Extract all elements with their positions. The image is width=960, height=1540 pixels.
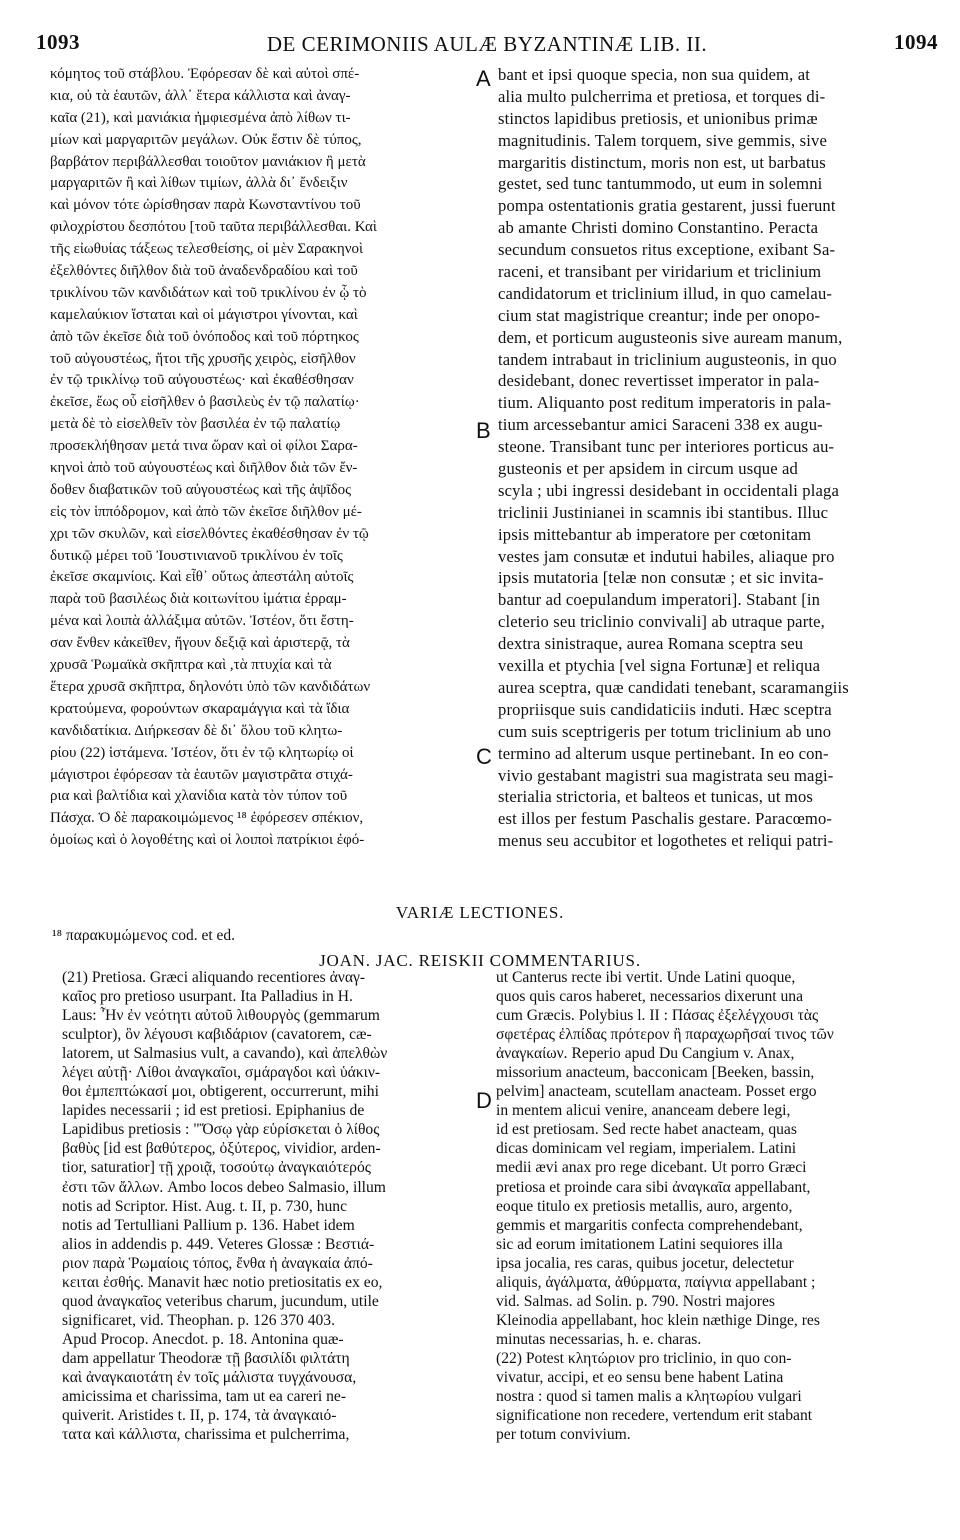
latin-text-line: stinctos lapidibus pretiosis, et unionibus primæ — [498, 108, 818, 128]
latin-translation-column — [498, 64, 928, 852]
greek-text-line: ρίου (22) ἱστάμενα. Ἰστέον, ὅτι ἐν τῷ κλητωρίῳ οἱ — [50, 744, 354, 761]
commentary-line: pelvim] anacteam, scutellam anacteam. Posset ergo — [496, 1083, 817, 1101]
commentary-line: (21) Pretiosa. Græci aliquando recentiores ἀναγ- — [62, 969, 366, 986]
latin-text-line: gusteonis et per apsidem in circum usque ad — [498, 459, 798, 479]
latin-text-line: margaritis distinctum, moris non est, ut barbatus — [498, 152, 826, 172]
greek-text-line: φιλοχρίστου δεσπότου [τοῦ ταῦτα περιβάλλεσθαι. Καὶ — [50, 219, 377, 236]
commentary-line: eoque titulo ex pretiosis metallis, auro, argento, — [496, 1197, 793, 1215]
commentary-line: medii ævi anax pro rege dicebant. Ut porro Græci — [496, 1159, 807, 1177]
latin-text-line: cum suis sceptrigeris per totum triclinium ab uno — [498, 721, 832, 741]
greek-text-line: εἰς τὸν ἱππόδρομον, καὶ ἀπὸ τῶν ἐκεῖσε διῆλθον μέ- — [50, 503, 362, 520]
commentary-line: in mentem alicui venire, ananceam debere legi, — [496, 1102, 791, 1120]
commentary-line: Kleinodia appellabant, hoc klein næthige Dinge, res — [496, 1311, 820, 1329]
greek-text-line: ὁμοίως καὶ ὁ λογοθέτης καὶ οἱ λοιποὶ πατρίκιοι ἐφό- — [50, 832, 365, 849]
greek-text-line: χρυσᾶ Ῥωμαϊκὰ σκῆπτρα καὶ ,τὰ πτυχία καὶ τὰ — [50, 657, 332, 674]
commentary-line: sic ad eorum imitationem Latini sequiores illa — [496, 1235, 783, 1253]
commentary-line: τατα καὶ κάλλιστα, charissima et pulcherrima, — [62, 1426, 350, 1444]
latin-text-line: desidebant, donec revertisset imperator in pala- — [498, 371, 820, 391]
latin-text-line: propriisque suis candidaticiis induti. Hæc sceptra — [498, 699, 832, 719]
greek-text-line: μένα καὶ λοιπὰ ἀλλάξιμα αὐτῶν. Ἰστέον, ὅτι ἔστη- — [50, 613, 354, 630]
commentary-line: ipsa jocalia, res caras, quibus jocetur, delectetur — [496, 1254, 794, 1272]
latin-text-line: cium stat magistrique creantur; inde per onopo- — [498, 305, 821, 325]
greek-text-line: ρια καὶ βαλτίδια καὶ χλανίδια κατὰ τὸν τύπον τοῦ — [50, 788, 348, 805]
section-marker-c: C — [476, 744, 492, 769]
variae-lectiones-heading: VARIÆ LECTIONES. — [395, 903, 565, 922]
greek-text-line: ἐκεῖσε σκαμνίοις. Καὶ εἶθ᾽ οὕτως ἀπεστάλη αὐτοῖς — [50, 569, 354, 586]
commentary-line: tior, saturatior] τῇ χροιᾷ, τοσούτῳ ἀναγκαιότερός — [62, 1159, 371, 1177]
commentary-line: pretiosa et proinde cara sibi ἀναγκαῖα appellabant, — [496, 1178, 811, 1196]
greek-text-line: ἕτερα χρυσᾶ σκῆπτρα, δηλονότι ὑπὸ τῶν κανδιδάτων — [50, 678, 371, 695]
greek-text-line: δοθεν διαβατικῶν τοῦ αὐγουστέως καὶ τῆς ἀψῖδος — [50, 481, 352, 498]
latin-text-line: pompa ostentationis gratia gestarent, jussi fuerunt — [498, 196, 836, 216]
commentary-line: significaret, vid. Theophan. p. 126 370 403. — [62, 1311, 335, 1329]
commentary-line: per totum convivium. — [496, 1426, 631, 1444]
commentary-line: minutas necessarias, h. e. charas. — [496, 1330, 702, 1348]
latin-text-line: magnitudinis. Talem torquem, sive gemmis, sive — [498, 130, 827, 150]
latin-text-line: raceni, et transibant per viridarium et triclinium — [498, 262, 822, 282]
commentary-line: Lapidibus pretiosis : "Ὅσῳ γὰρ εὑρίσκεται ὁ λίθος — [62, 1121, 380, 1139]
commentary-line: Laus: Ἦν ἐν νεότητι αὐτοῦ λιθουργὸς (gemmarum — [62, 1007, 380, 1025]
section-marker-b: B — [476, 418, 491, 443]
latin-text-line: vexilla et ptychia [vel signa Fortunæ] et reliqua — [498, 656, 821, 676]
latin-text-line: vivio gestabant magistri sua magistrata seu magi- — [498, 765, 834, 785]
greek-text-line: κανδιδατίκια. Διήρκεσαν δὲ δι᾽ ὅλου τοῦ κλητω- — [50, 722, 343, 739]
greek-text-line: Πάσχα. Ὁ δὲ παρακοιμώμενος ¹⁸ ἐφόρεσεν σπέκιον, — [50, 810, 364, 827]
greek-text-line: βαρβάτον περιβάλλεσθαι τοιοῦτον μανιάκιον ἢ μετὰ — [50, 153, 366, 170]
greek-text-line: τοῦ αὐγουστέως, ἤτοι τῆς χρυσῆς χειρὸς, εἰσῆλθον — [50, 350, 356, 367]
commentary-line: quod ἀναγκαῖος veteribus charum, jucundum, utile — [62, 1292, 379, 1310]
commentary-line: aliquis, ἀγάλματα, ἀθύρματα, παίγνια appellabant ; — [496, 1273, 816, 1291]
commentary-line: amicissima et charissima, tam ut ea careri ne- — [62, 1388, 347, 1406]
commentary-left-column — [62, 968, 468, 1444]
commentary-line: (22) Potest κλητώριον pro triclinio, in quo con- — [496, 1349, 792, 1367]
latin-text-line: bant et ipsi quoque specia, non sua quidem, at — [498, 65, 810, 84]
greek-text-line: ἀπὸ τῶν ἐκεῖσε διὰ τοῦ ὀνόποδος καὶ τοῦ πόρτηκος — [50, 328, 359, 345]
commentary-line: κειται ἐσθής. Manavit hæc notio pretiositatis ex eo, — [62, 1273, 383, 1291]
commentary-line: quiverit. Aristides t. II, p. 174, τὰ ἀναγκαιό- — [62, 1407, 337, 1425]
commentary-line: latorem, ut Salmasius vult, a cavando), καὶ ἀπελθὼν — [62, 1045, 388, 1063]
variant-reading-note: ¹⁸ παρακυμώμενος cod. et ed. — [52, 927, 236, 944]
commentary-right-column — [496, 968, 928, 1444]
commentary-line: nostra : quod si tamen malis a κλητωρίου vulgari — [496, 1388, 802, 1406]
commentary-line: id est pretiosam. Sed recte habet anacteam, quas — [496, 1121, 797, 1139]
greek-text-line: κόμητος τοῦ στάβλου. Ἐφόρεσαν δὲ καὶ αὐτοὶ σπέ- — [50, 66, 360, 82]
commentary-line: cum Græcis. Polybius l. II : Πάσας ἐξελέγχουσι τὰς — [496, 1007, 819, 1025]
latin-text-line: vestes jam consutæ et indutui habiles, aliaque pro — [498, 546, 835, 566]
commentary-line: missorium anacteum, bacconicam [Beeken, bassin, — [496, 1064, 815, 1082]
commentary-line: notis ad Scriptor. Hist. Aug. t. II, p. 730, hunc — [62, 1197, 348, 1215]
commentary-line: vivatur, accipi, et eo sensu bene habent Latina — [496, 1368, 784, 1386]
page-header — [36, 30, 938, 60]
section-marker-a: A — [476, 66, 491, 91]
greek-text-line: παρὰ τοῦ βασιλέως διὰ κοιτωνίτου ἱμάτια ἐρραμ- — [50, 591, 347, 608]
latin-text-line: secundum consuetos ritus exceptione, exibant Sa- — [498, 240, 836, 260]
latin-text-line: ipsis mittebantur ab imperatore per cœtonitam — [498, 524, 812, 544]
greek-text-column — [50, 64, 468, 852]
latin-text-line: menus seu accubitor et logothetes et reliqui patri- — [498, 831, 834, 851]
greek-text-line: ἐξελθόντες διῆλθον διὰ τοῦ ἀναδενδραδίου καὶ τοῦ — [50, 263, 358, 280]
latin-text-line: steone. Transibant tunc per interiores porticus au- — [498, 437, 835, 457]
commentary-line: Apud Procop. Anecdot. p. 18. Antonina quæ- — [62, 1330, 344, 1348]
latin-text-line: gestet, sed tunc tantummodo, ut eum in solemni — [498, 174, 823, 194]
commentary-line: σφετέρας ἐλπίδας πρότερον ἢ παραχωρῆσαί τινος τῶν — [496, 1026, 834, 1044]
greek-text-line: μίων καὶ μαργαριτῶν μεγάλων. Οὐκ ἔστιν δὲ τύπος, — [50, 131, 362, 148]
greek-text-line: μάγιστροι ἐφόρεσαν τὰ ἑαυτῶν μαγιστρᾶτα στιχά- — [50, 766, 353, 783]
greek-text-line: σαν ἔνθεν κἀκεῖθεν, ἤγουν δεξιᾷ καὶ ἀριστερᾷ, τὰ — [50, 635, 350, 652]
page-number-right: 1094 — [894, 30, 938, 54]
latin-text-line: sterialia strictoria, et balteos et tunicas, ut mos — [498, 787, 814, 807]
commentary-line: ριον παρὰ Ῥωμαίοις τόπος, ἔνθα ἡ ἀναγκαία ἀπό- — [62, 1254, 373, 1272]
greek-text-line: κρατούμενα, φορούντων σκαραμάγγια καὶ τὰ ἴδια — [50, 700, 350, 717]
greek-text-line: καμελαύκιον ἵσταται καὶ οἱ μάγιστροι γίνονται, καὶ — [50, 306, 358, 323]
commentary-line: ut Canterus recte ibi vertit. Unde Latini quoque, — [496, 969, 796, 986]
greek-text-line: δυτικῷ μέρει τοῦ Ἰουστινιανοῦ τρικλίνου ἐν τοῖς — [50, 547, 343, 564]
latin-text-line: est illos per festum Paschalis gestare. Paracœmo- — [498, 809, 833, 829]
greek-text-line: τρικλίνου τῶν κανδιδάτων καὶ τοῦ τρικλίνου ἐν ᾧ τὸ — [50, 284, 367, 301]
commentary-line: lapides necessarii ; id est pretiosi. Epiphanius de — [62, 1102, 365, 1120]
page-number-left: 1093 — [36, 30, 80, 54]
commentary-line: βαθὺς [id est βαθύτερος, ὀξύτερος, vividior, arden- — [62, 1140, 381, 1158]
latin-text-line: triclinii Justinianei in scamnis ibi stantibus. Illuc — [498, 502, 829, 522]
commentary-line: καῖος pro pretioso usurpant. Ita Palladius in H. — [62, 988, 353, 1006]
commentary-line: dam appellatur Theodoræ τῇ βασιλίδι φιλτάτη — [62, 1349, 350, 1367]
commentary-line: notis ad Tertulliani Pallium p. 136. Habet idem — [62, 1216, 355, 1234]
greek-text-line: καὶ μόνον τότε ὡρίσθησαν παρὰ Κωνσταντίνου τοῦ — [50, 197, 361, 214]
latin-text-line: termino ad alterum usque pertinebant. In eo con- — [498, 743, 829, 763]
commentary-line: καὶ ἀναγκαιοτάτη ἐν τοῖς μάλιστα τυγχάνουσα, — [62, 1368, 357, 1386]
greek-text-line: τῆς εἰωθυίας τάξεως τελεσθείσης, οἱ μὲν Σαρακηνοὶ — [50, 241, 364, 258]
greek-text-line: κηνοὶ ἀπὸ τοῦ αὐγουστέως καὶ διῆλθον διὰ τῶν ἔν- — [50, 460, 358, 477]
latin-text-line: ipsis mutatoria [telæ non consutæ ; et sic invita- — [498, 568, 824, 588]
commentary-heading: JOAN. JAC. REISKII COMMENTARIUS. — [319, 951, 641, 970]
greek-text-line: χρι τῶν σκυλῶν, καὶ εἰσελθόντες ἐκαθέσθησαν ἐν τῷ — [50, 525, 369, 542]
commentary-line: ἀναγκαίων. Reperio apud Du Cangium v. Anax, — [496, 1045, 795, 1063]
latin-text-line: dem, et porticum augusteonis sive auream manum, — [498, 327, 843, 347]
latin-text-line: alia multo pulcherrima et pretiosa, et torques di- — [498, 86, 826, 106]
commentary-line: dicas dominicam vel regiam, imperialem. Latini — [496, 1140, 797, 1158]
latin-text-line: scyla ; ubi ingressi desidebant in occidentali plaga — [498, 480, 839, 500]
greek-text-line: προσεκλήθησαν μετά τινα ὥραν καὶ οἱ φίλοι Σαρα- — [50, 438, 358, 455]
latin-text-line: tium arcessebantur amici Saraceni 338 ex augu- — [498, 415, 823, 435]
commentary-line: significatione non recedere, vertendum erit stabant — [496, 1407, 813, 1425]
greek-text-line: μαργαριτῶν ἢ καὶ λίθων τιμίων, ἀλλὰ δι᾽ ἔνδειξιν — [50, 175, 348, 192]
commentary-line: sculptor), ὃν λέγουσι καβιδάριον (cavatorem, cæ- — [62, 1026, 372, 1044]
commentary-line: θοι ἐμπεπτώκασί μοι, obtigerent, occurrerunt, mihi — [62, 1083, 379, 1101]
greek-text-line: ἐν τῷ τρικλίνῳ τοῦ αὐγουστέως· καὶ ἐκαθέσθησαν — [50, 372, 354, 389]
latin-text-line: candidatorum et triclinium illud, in quo camelau- — [498, 283, 833, 303]
commentary-line: quos quis caros haberet, necessarios dixerunt una — [496, 988, 804, 1006]
greek-text-line: κια, οὐ τὰ ἑαυτῶν, ἀλλ᾽ ἕτερα κάλλιστα καὶ ἀναγ- — [50, 87, 351, 104]
commentary-line: alios in addendis p. 449. Veteres Glossæ : Βεστιά- — [62, 1235, 375, 1253]
latin-text-line: dextra sinistraque, aurea Romana sceptra seu — [498, 634, 804, 654]
greek-text-line: ἐκεῖσε, ἕως οὗ εἰσῆλθεν ὁ βασιλεὺς ἐν τῷ παλατίῳ· — [50, 394, 360, 411]
latin-text-line: tandem intrabaut in triclinium augusteonis, in quo — [498, 349, 837, 369]
latin-text-line: bantur ad coepulandum imperatori]. Stabant [in — [498, 590, 821, 610]
greek-text-line: καῖα (21), καὶ μανιάκια ἠμφιεσμένα ἀπὸ λίθων τι- — [50, 109, 351, 126]
commentary-line: vid. Salmas. ad Solin. p. 790. Nostri majores — [496, 1292, 775, 1310]
running-title: DE CERIMONIIS AULÆ BYZANTINÆ LIB. II. — [266, 32, 708, 56]
latin-text-line: ab amante Christi domino Constantino. Peracta — [498, 218, 819, 238]
latin-text-line: tium. Aliquanto post reditum imperatoris in pala- — [498, 393, 832, 413]
greek-text-line: μετὰ δὲ τὸ εἰσελθεῖν τὸν βασιλέα ἐν τῷ παλατίῳ — [50, 416, 341, 433]
latin-text-line: aurea sceptra, quæ candidati tenebant, scaramangiis — [498, 677, 849, 697]
latin-text-line: cleterio seu triclinio convivali] ab utraque parte, — [498, 612, 825, 632]
commentary-line: λέγει αὐτῇ· Λίθοι ἀναγκαῖοι, σμάραγδοι καὶ ὑάκιν- — [62, 1064, 381, 1082]
commentary-line: ἐστι τῶν ἄλλων. Ambo locos debeo Salmasio, illum — [62, 1178, 386, 1196]
section-marker-d: D — [476, 1088, 492, 1113]
commentary-line: gemmis et margaritis confecta comprehendebant, — [496, 1216, 803, 1234]
